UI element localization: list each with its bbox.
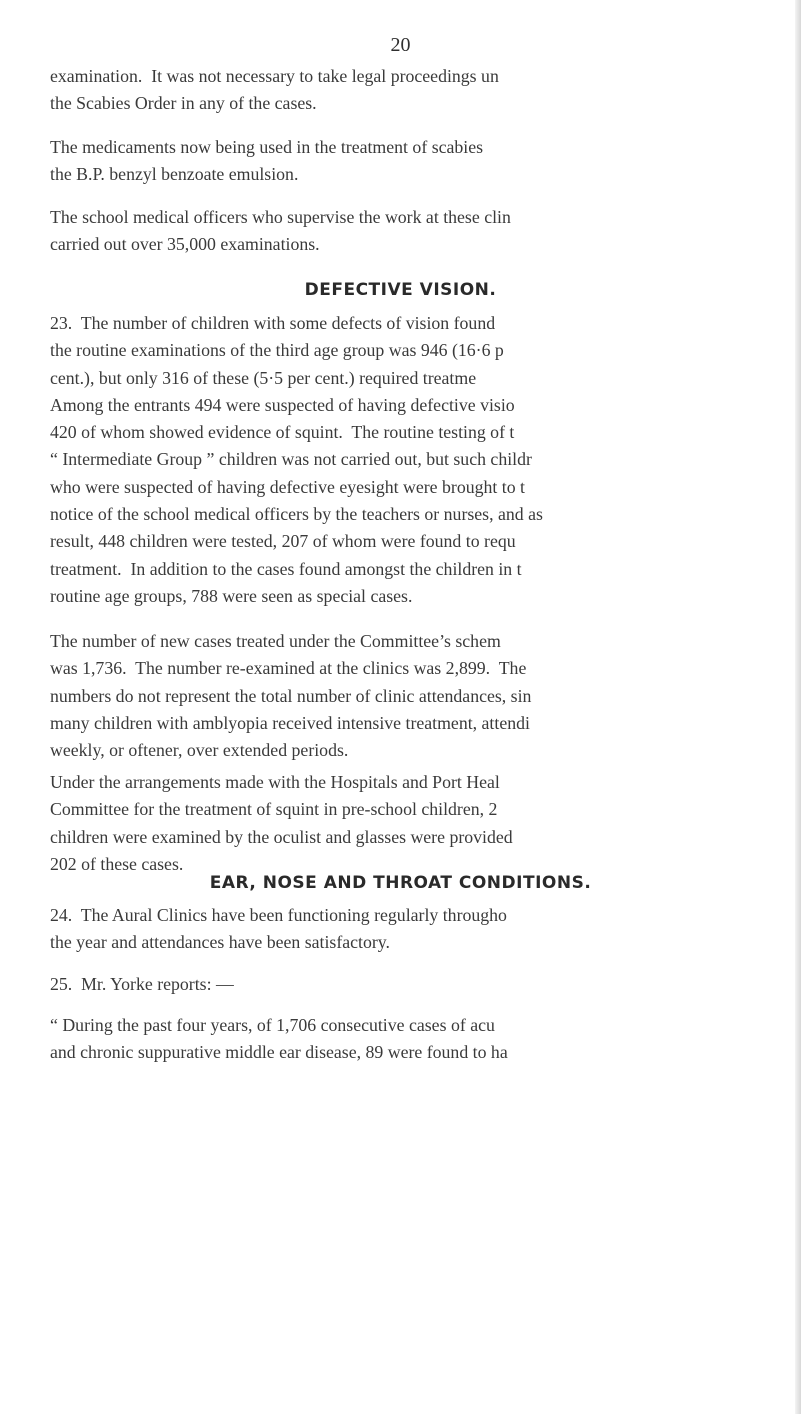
paragraph-scabies-medicaments [50,134,795,189]
paragraph-yorke-25: 25. Mr. Yorke reports: — [50,974,234,994]
paragraph-scabies-medicaments-text: The medicaments now being used in the treatment of scabies the B.P. benzyl benzoate emulsion. [50,137,484,185]
paragraph-hospitals-arrangements: Under the arrangements made with the Hospitals and Port Heal Committee for the treatment of squint in pre-school children, 2 children were examined by the oculist and glasses were provided 202 of these cases. [50,772,513,874]
paragraph-new-cases: The number of new cases treated under the Committee’s schem was 1,736. The number re-examined at the clinics was 2,899. The numbers do not represent the total number of clinic attendances, sin many children with amblyopia received intensive treatment, attendi weekly, or oftener, over extended periods. [50,631,532,761]
page-number: 20 [390,34,411,56]
heading-defective-vision: DEFECTIVE VISION. [304,280,497,300]
paragraph-scabies-proceedings: examination. It was not necessary to take legal proceedings un the Scabies Order in any of the cases. [50,66,499,114]
paragraph-vision-23: 23. The number of children with some defects of vision found the routine examinations of the third age group was 946 (16·6 p cent.), but only 316 of these (5·5 per cent.) required treatme Among the entrants 494 were suspected of having defective visio 420 of whom showed evidence of squint. The routine testing of t “ Intermediate Group ” children was not carried out, but such childr who were suspected of having defective eyesight were brought to t notice of the school medical officers by the teachers or nurses, and as result, 448 children were tested, 207 of whom were found to requ treatment. In addition to the cases found amongst the children in t routine age groups, 788 were seen as special cases. [50,313,543,606]
page-edge-shadow [795,0,801,1414]
heading-ear-nose-throat: EAR, NOSE AND THROAT CONDITIONS. [209,873,592,893]
paragraph-yorke-quote: “ During the past four years, of 1,706 consecutive cases of acu and chronic suppurative middle ear disease, 89 were found to ha [50,1015,508,1063]
paragraph-aural-clinics-24: 24. The Aural Clinics have been functioning regularly througho the year and attendances have been satisfactory. [50,905,507,953]
paragraph-school-medical-officers: The school medical officers who supervise the work at these clin carried out over 35,000 examinations. [50,207,511,255]
